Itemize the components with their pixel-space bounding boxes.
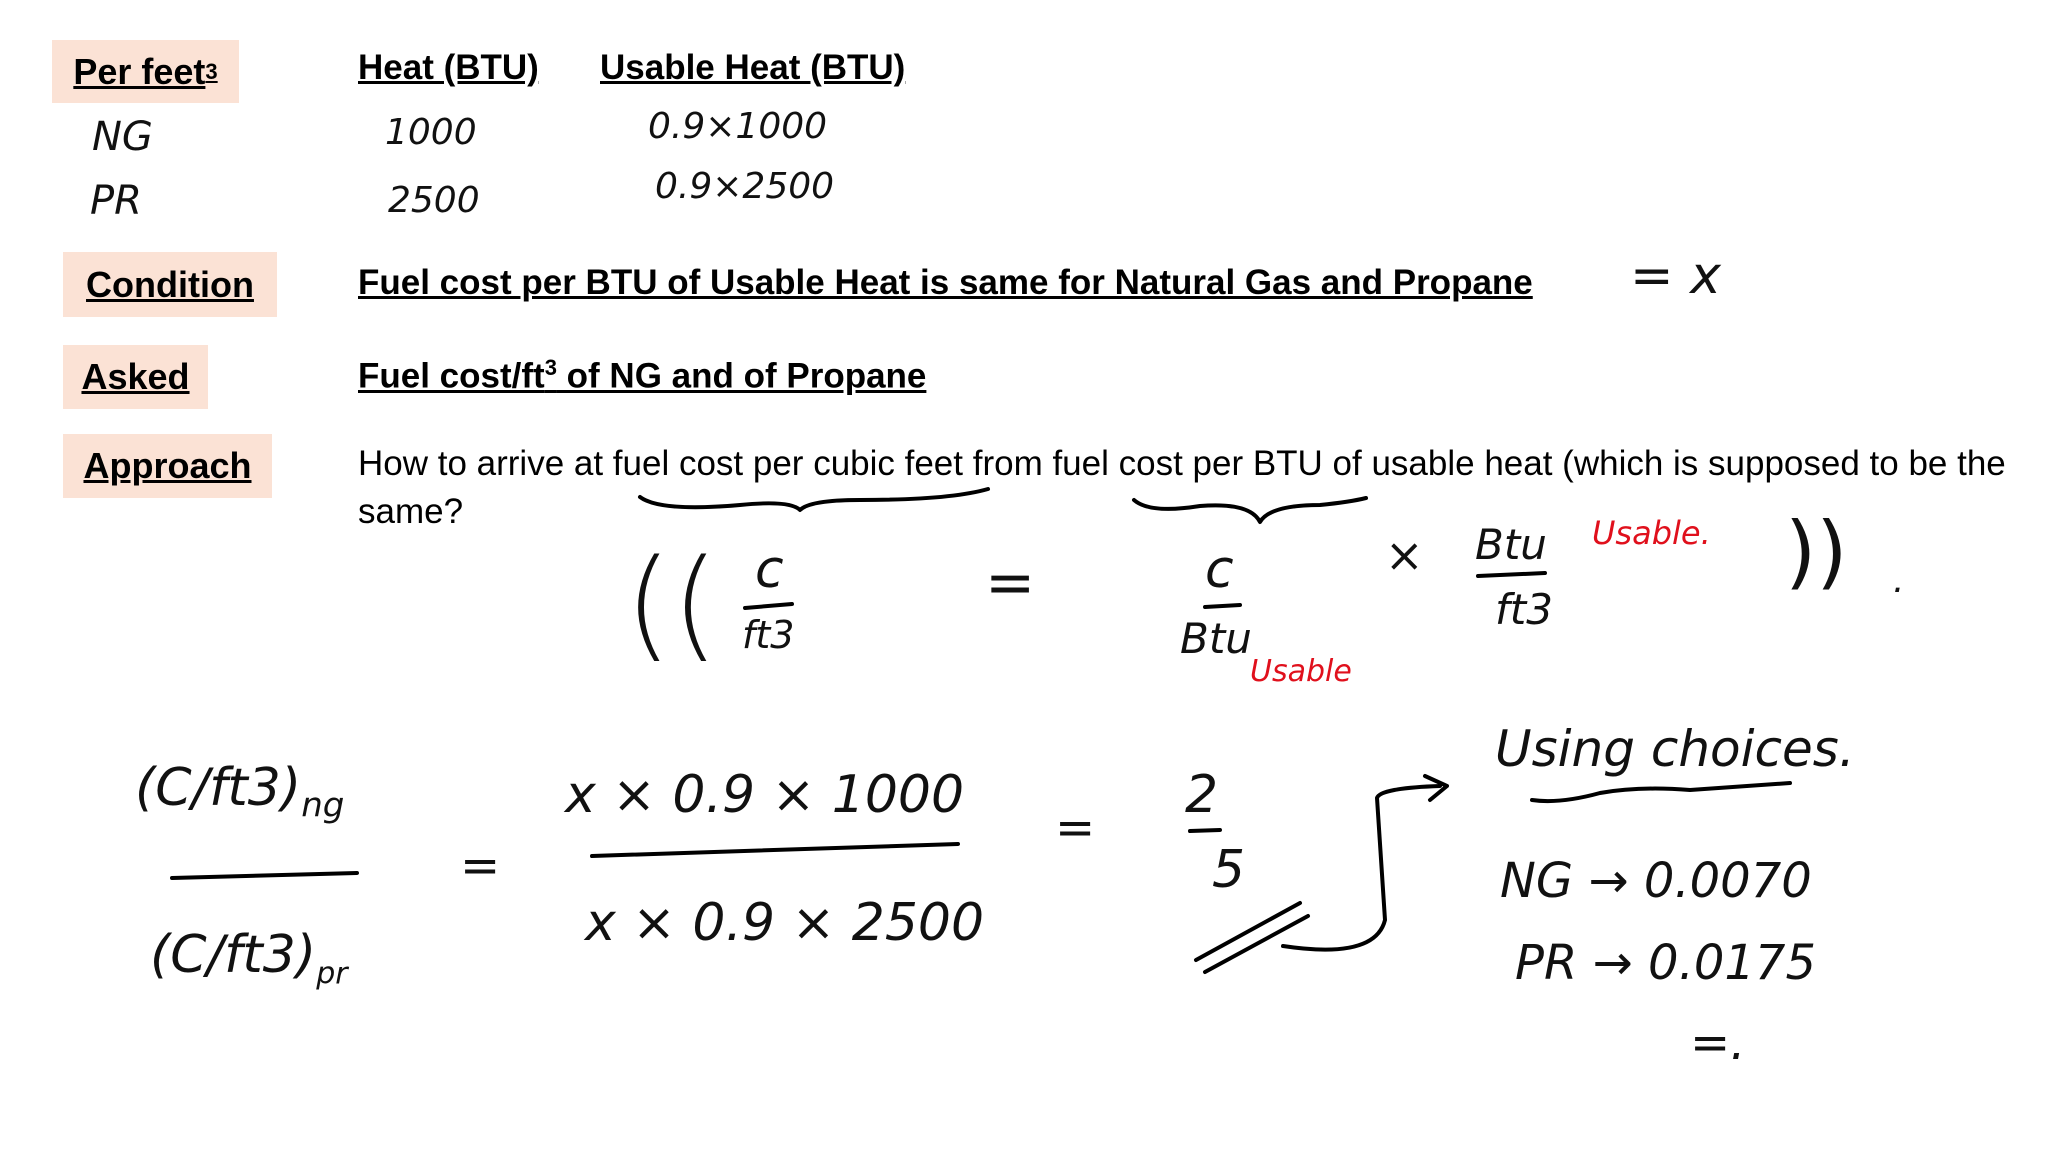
condition-equals-x: = x [1630,246,1721,306]
arrow-to-choices [1283,776,1447,950]
brace-cost-per-btu [1134,498,1366,522]
formula-lhs-denominator: ft3 [742,613,795,657]
formula-open-parens: (( [625,535,719,674]
fraction-bar-c-ft3 [745,604,792,608]
approach-label-text: Approach [83,445,252,486]
ratio-denominator: x × 0.9 × 2500 [585,893,985,953]
formula-usable-note: Usable. [1592,514,1711,552]
formula-lhs-numerator: c [755,540,784,600]
row-ng-name: NG [92,114,153,160]
row-pr-name: PR [90,178,142,224]
underline-using-choices [1532,783,1790,801]
ratio-bottom-text: (C/ft3) [150,925,317,985]
asked-label-text: Asked [81,356,190,397]
fraction-bar-btu-ft3 [1478,573,1545,576]
choice-ng: NG → 0.0070 [1500,853,1812,909]
row-ng-heat: 1000 [385,112,477,153]
asked-text-part-b: of NG and of Propane [556,356,927,396]
formula-rhs-numerator: c [1205,540,1234,600]
choices-end-mark: =. [1690,1015,1746,1071]
underline-two [1190,830,1220,831]
asked-text-part-a: Fuel cost/ft [358,356,545,396]
ratio-top-term [135,758,344,825]
ratio-top-subscript: ng [301,785,345,826]
formula-close-parens: )) [1785,505,1848,598]
ratio-top-text: (C/ft3) [135,758,302,818]
ratio-equals-2: = [1055,800,1096,856]
fraction-bar-ratio-center [592,844,958,856]
formula-times: × [1385,528,1424,582]
formula-end-dot: . [1893,560,1905,601]
usable-heat-header: Usable Heat (BTU) [600,48,906,87]
formula-equals: = [985,548,1036,618]
ratio-result-numerator: 2 [1185,765,1219,825]
ratio-result-denominator: 5 [1212,840,1246,900]
ratio-equals-1: = [460,838,501,894]
choices-title: Using choices. [1495,720,1855,778]
fraction-bar-c-btu [1205,605,1240,607]
row-pr-usable: 0.9×2500 [655,166,835,207]
double-underline-result [1196,903,1308,972]
formula-rhs-denominator: Btu [1180,614,1252,663]
ratio-bottom-term [150,925,348,991]
fraction-bar-ratio-left [172,873,357,878]
formula-rhs-usable-note: Usable [1250,654,1352,689]
formula-ft3-denominator: ft3 [1495,585,1553,634]
ratio-bottom-subscript: pr [316,956,348,992]
asked-superscript: 3 [544,355,557,380]
row-ng-usable: 0.9×1000 [648,106,828,147]
brace-cost-per-cubic-feet [640,489,988,510]
ratio-numerator: x × 0.9 × 1000 [565,765,965,825]
choice-pr: PR → 0.0175 [1515,935,1816,991]
approach-text: How to arrive at fuel cost per cubic feet from fuel cost per BTU of usable heat (which is supposed to be the same? [358,444,2006,531]
row-pr-heat: 2500 [388,180,480,221]
condition-label-text: Condition [86,263,254,305]
per-feet-text: Per feet [73,50,206,92]
condition-text: Fuel cost per BTU of Usable Heat is same for Natural Gas and Propane [358,263,1533,302]
per-feet-superscript: 3 [205,58,218,84]
heat-header: Heat (BTU) [358,48,539,87]
formula-btu-numerator: Btu [1475,520,1547,569]
